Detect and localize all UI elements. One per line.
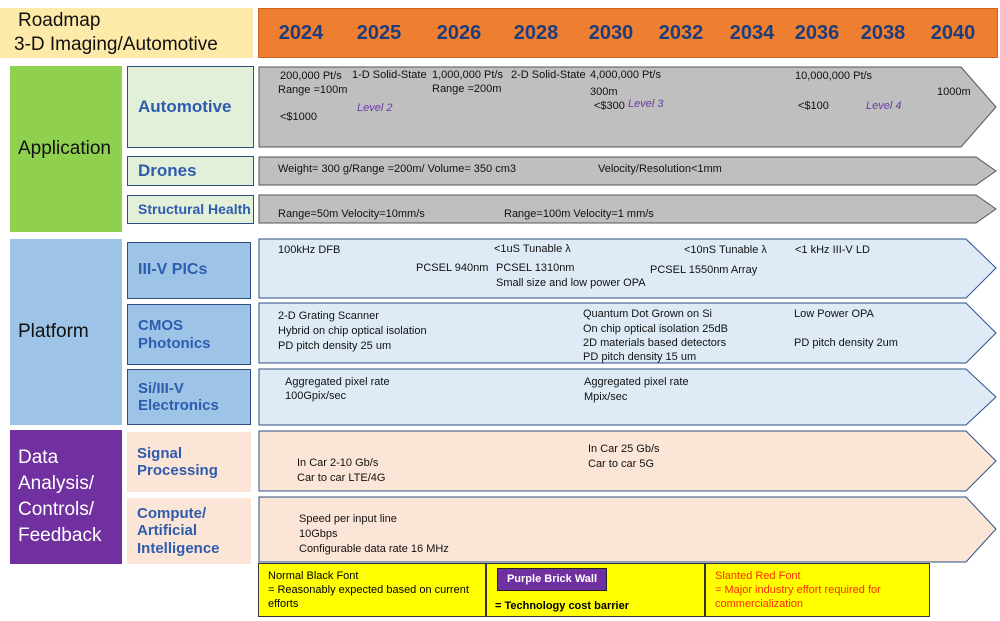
- cmos-item: PD pitch density 15 um: [583, 351, 697, 363]
- year-label: 2034: [729, 22, 775, 44]
- year-label: 2040: [930, 22, 976, 44]
- row-label-signal: [127, 432, 251, 492]
- legend-purple-swatch: Purple Brick Wall: [497, 568, 607, 591]
- automotive-item: 4,000,000 Pt/s: [590, 69, 661, 81]
- row-label-text: III-V PICs: [138, 261, 208, 279]
- cmos-item: PD pitch density 25 um: [278, 340, 392, 352]
- category-data-label: Analysis/: [18, 473, 95, 494]
- category-data-label: Feedback: [18, 525, 102, 546]
- year-label: 2028: [513, 22, 559, 44]
- year-label: 2025: [356, 22, 402, 44]
- row-automotive: [258, 66, 998, 148]
- arrow-pics: [258, 238, 998, 299]
- pics-item: PCSEL 940nm: [416, 262, 489, 274]
- cmos-item: Quantum Dot Grown on Si: [583, 308, 713, 320]
- row-structural-health: [258, 194, 998, 224]
- category-platform-label: Platform: [18, 321, 89, 342]
- electronics-item: 100Gpix/sec: [285, 390, 347, 402]
- year-label: 2024: [278, 22, 324, 44]
- pics-item: Small size and low power OPA: [496, 277, 646, 289]
- legend-red-desc: = Major industry effort required for: [715, 584, 881, 596]
- cmos-item: 2D materials based detectors: [583, 337, 727, 349]
- automotive-item: 10,000,000 Pt/s: [795, 70, 873, 82]
- row-label-compute: [127, 498, 251, 564]
- row-compute: [258, 496, 998, 563]
- structural-item: Range=50m Velocity=10mm/s: [278, 208, 425, 220]
- signal-item: Car to car LTE/4G: [297, 472, 386, 484]
- row-pics: [258, 238, 998, 299]
- signal-item: Car to car 5G: [588, 458, 655, 470]
- row-cmos: [258, 302, 998, 364]
- legend-normal-font: [258, 563, 486, 617]
- year-label: 2026: [436, 22, 482, 44]
- legend-purple-desc: = Technology cost barrier: [495, 600, 629, 612]
- row-label-text: Structural Health: [138, 201, 251, 218]
- electronics-item: Aggregated pixel rate: [584, 376, 689, 388]
- row-label-text: Si/III-V: [138, 379, 184, 397]
- row-label-electronics: [127, 369, 251, 425]
- automotive-level: Level 4: [866, 100, 902, 112]
- category-data-analysis: [10, 430, 122, 564]
- row-drones: [258, 156, 998, 186]
- row-electronics: [258, 368, 998, 426]
- legend-red-font: [705, 563, 930, 617]
- automotive-item: <$100: [798, 100, 829, 112]
- electronics-item: Aggregated pixel rate: [285, 376, 390, 388]
- cmos-item: 2-D Grating Scanner: [278, 310, 379, 322]
- row-label-text: Artificial: [137, 522, 198, 540]
- category-application: [10, 66, 122, 232]
- signal-item: In Car 2-10 Gb/s: [297, 457, 379, 469]
- category-data-label: Data: [18, 447, 59, 468]
- cmos-item: PD pitch density 2um: [794, 337, 898, 349]
- electronics-item: Mpix/sec: [584, 391, 628, 403]
- legend-normal-desc: efforts: [268, 598, 299, 610]
- row-label-text: Drones: [138, 161, 197, 181]
- cmos-item: On chip optical isolation 25dB: [583, 323, 728, 335]
- roadmap-title-box: [0, 8, 253, 58]
- signal-item: In Car 25 Gb/s: [588, 443, 660, 455]
- row-label-text: Automotive: [138, 97, 232, 117]
- row-label-drones: [127, 156, 254, 186]
- pics-item: <1uS Tunable λ: [494, 243, 571, 255]
- year-label: 2038: [860, 22, 906, 44]
- row-label-text: CMOS: [138, 317, 183, 335]
- legend-normal-desc: = Reasonably expected based on current: [268, 584, 469, 596]
- drones-item: Weight= 300 g/Range =200m/ Volume= 350 cm3: [278, 163, 516, 175]
- year-label: 2030: [588, 22, 634, 44]
- cmos-item: Low Power OPA: [794, 308, 874, 320]
- compute-item: Configurable data rate 16 MHz: [299, 543, 449, 555]
- row-label-text: Photonics: [138, 334, 211, 352]
- year-label: 2032: [658, 22, 704, 44]
- automotive-item: Range =100m: [278, 84, 348, 96]
- pics-item: <1 kHz III-V LD: [795, 244, 870, 256]
- automotive-item: <$1000: [280, 111, 318, 123]
- automotive-item: 200,000 Pt/s: [280, 70, 342, 82]
- automotive-item: 1,000,000 Pt/s: [432, 69, 503, 81]
- drones-item: Velocity/Resolution<1mm: [598, 163, 722, 175]
- pics-item: 100kHz DFB: [278, 244, 341, 256]
- structural-item: Range=100m Velocity=1 mm/s: [504, 208, 654, 220]
- legend-red-desc: commercialization: [715, 598, 804, 610]
- legend-purple-wall: [486, 563, 705, 617]
- automotive-item: Range =200m: [432, 83, 502, 95]
- automotive-item: 2-D Solid-State: [511, 69, 586, 81]
- roadmap-subtitle: 3-D Imaging/Automotive: [14, 34, 218, 55]
- category-data-label: Controls/: [18, 499, 95, 520]
- automotive-item: <$300: [594, 100, 625, 112]
- row-label-text: Intelligence: [137, 539, 220, 557]
- year-header-bar: [258, 8, 998, 58]
- compute-item: 10Gbps: [299, 528, 338, 540]
- roadmap-title: Roadmap: [18, 10, 101, 31]
- pics-item: PCSEL 1550nm Array: [650, 264, 758, 276]
- cmos-item: Hybrid on chip optical isolation: [278, 325, 427, 337]
- row-label-structural-health: [127, 195, 254, 224]
- row-label-cmos: [127, 304, 251, 365]
- row-label-text: Signal: [137, 444, 183, 462]
- compute-item: Speed per input line: [299, 513, 397, 525]
- legend-red-title: Slanted Red Font: [715, 570, 801, 582]
- row-label-text: Compute/: [137, 505, 207, 523]
- row-label-automotive: [127, 66, 254, 148]
- automotive-level: Level 2: [357, 102, 393, 114]
- automotive-level: Level 3: [628, 98, 664, 110]
- row-signal: [258, 430, 998, 492]
- row-label-text: Electronics: [138, 397, 219, 414]
- pics-item: <10nS Tunable λ: [684, 244, 767, 256]
- automotive-item: 300m: [590, 86, 618, 98]
- legend-normal-title: Normal Black Font: [268, 570, 359, 582]
- category-platform: [10, 239, 122, 425]
- automotive-item: 1000m: [937, 86, 971, 98]
- year-label: 2036: [794, 22, 840, 44]
- pics-item: PCSEL 1310nm: [496, 262, 575, 274]
- category-application-label: Application: [18, 138, 111, 159]
- automotive-item: 1-D Solid-State: [352, 69, 427, 81]
- row-label-text: Processing: [137, 462, 218, 479]
- row-label-pics: [127, 242, 251, 299]
